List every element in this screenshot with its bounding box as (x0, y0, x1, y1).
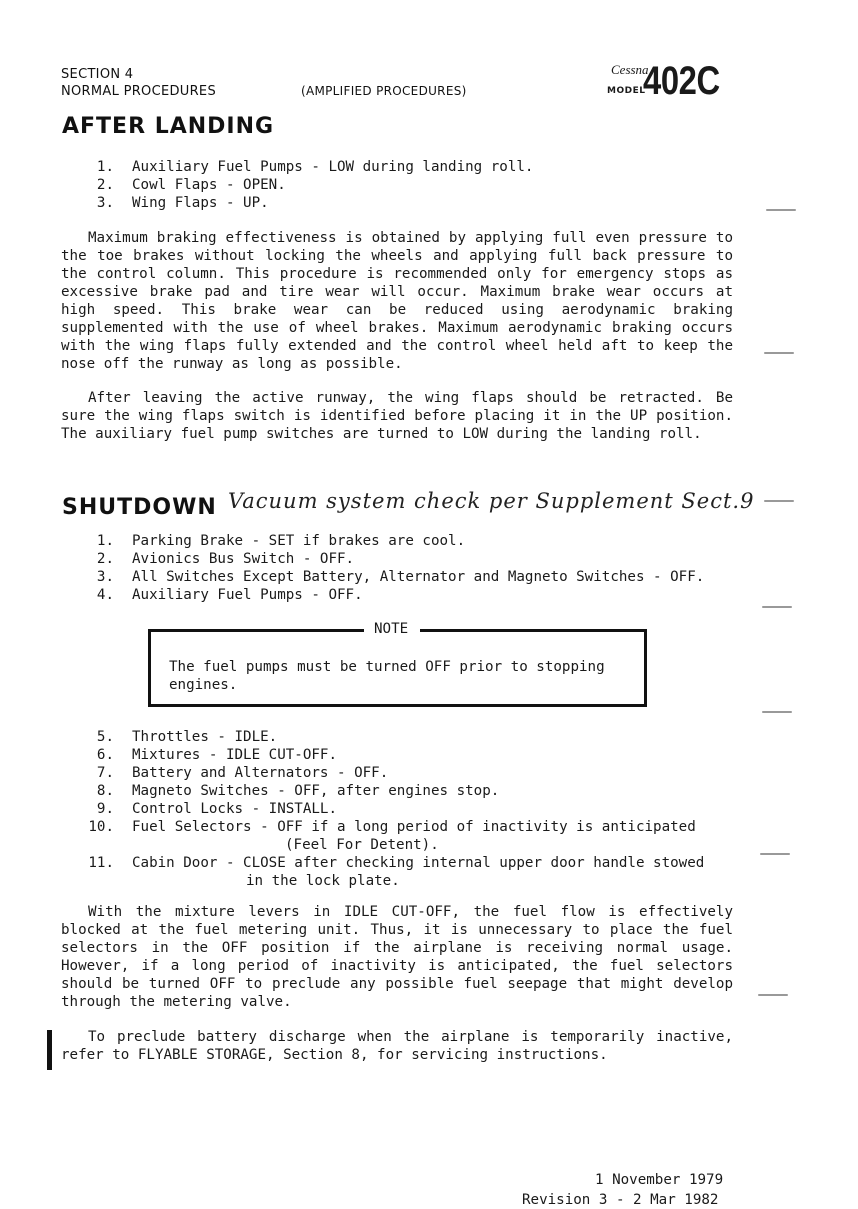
handwritten-note: Vacuum system check per Supplement Sect.9 (228, 489, 755, 513)
margin-mark (764, 352, 794, 354)
margin-mark (762, 711, 792, 713)
section-label: SECTION 4 (61, 67, 134, 82)
revision-change-bar (47, 1030, 52, 1070)
step-number: 7. (96, 765, 114, 781)
margin-mark (758, 994, 788, 996)
step-text: All Switches Except Battery, Alternator and Magneto Switches - OFF. (132, 569, 705, 585)
step-number: 2. (96, 177, 114, 193)
step-number: 1. (96, 533, 114, 549)
model-number: 402C (643, 59, 720, 103)
step-number: 8. (96, 783, 114, 799)
step-number: 4. (96, 587, 114, 603)
step-number: 3. (96, 569, 114, 585)
step-text: in the lock plate. (246, 873, 400, 889)
margin-mark (762, 606, 792, 608)
note-rule-left (148, 629, 364, 632)
shutdown-steps-b (86, 728, 756, 892)
note-label: NOTE (374, 621, 409, 637)
step-text: Avionics Bus Switch - OFF. (132, 551, 355, 567)
flaps-paragraph: After leaving the active runway, the wing flaps should be retracted. Be sure the wing flaps switch is identified before placing it in the UP position. The auxiliary fuel pump switches are turned to LOW during the landing roll. (61, 390, 733, 442)
note-text-line1: The fuel pumps must be turned OFF prior to stopping (169, 659, 605, 675)
step-text: Auxiliary Fuel Pumps - LOW during landing roll. (132, 159, 534, 175)
footer-date: 1 November 1979 (595, 1172, 724, 1188)
step-text: Cowl Flaps - OPEN. (132, 177, 286, 193)
step-number: 3. (96, 195, 114, 211)
shutdown-steps-a (86, 532, 756, 606)
step-text: Auxiliary Fuel Pumps - OFF. (132, 587, 363, 603)
step-number: 11. (88, 855, 114, 871)
step-text: Parking Brake - SET if brakes are cool. (132, 533, 466, 549)
note-text-line2: engines. (169, 677, 238, 693)
battery-paragraph: To preclude battery discharge when the airplane is temporarily inactive, refer to FLYABLE STORAGE, Section 8, for servicing instructions. (61, 1029, 733, 1063)
step-text: Mixtures - IDLE CUT-OFF. (132, 747, 337, 763)
braking-paragraph: Maximum braking effectiveness is obtained by applying full even pressure to the toe brakes without locking the wheels and applying full back pressure to the control column. This procedure is recommended only for emergency stops as excessive brake pad and tire wear will occur. Maximum brake wear occurs at high speed. This brake wear can be reduced using aerodynamic braking supplemented with the use of wheel brakes. Maximum aerodynamic braking occurs with the wing flaps fully extended and the control wheel held aft to keep the nose off the runway as long as possible. (61, 230, 733, 372)
footer-revision: Revision 3 - 2 Mar 1982 (522, 1192, 719, 1208)
step-number: 10. (88, 819, 114, 835)
step-text: Battery and Alternators - OFF. (132, 765, 389, 781)
step-text: (Feel For Detent). (285, 837, 439, 853)
margin-mark (764, 500, 794, 502)
step-number: 1. (96, 159, 114, 175)
chapter-label: NORMAL PROCEDURES (61, 84, 216, 99)
step-text: Fuel Selectors - OFF if a long period of inactivity is anticipated (132, 819, 696, 835)
after-landing-steps (86, 158, 746, 214)
step-text: Magneto Switches - OFF, after engines stop. (132, 783, 500, 799)
step-number: 5. (96, 729, 114, 745)
fuel-flow-paragraph: With the mixture levers in IDLE CUT-OFF, the fuel flow is effectively blocked at the fuel metering unit. Thus, it is unnecessary to place the fuel selectors in the OFF position if the airplane is receiving normal usage. However, if a long period of inactivity is anticipated, the fuel selectors should be turned OFF to preclude any possible fuel seepage that might develop through the metering valve. (61, 904, 733, 1010)
step-number: 9. (96, 801, 114, 817)
after-landing-heading: AFTER LANDING (62, 114, 275, 139)
model-logo (607, 59, 735, 103)
step-number: 6. (96, 747, 114, 763)
brand-name: Cessna (611, 62, 649, 77)
step-text: Throttles - IDLE. (132, 729, 278, 745)
note-rule-right (420, 629, 644, 632)
step-text: Control Locks - INSTALL. (132, 801, 337, 817)
step-number: 2. (96, 551, 114, 567)
step-text: Cabin Door - CLOSE after checking internal upper door handle stowed (132, 855, 705, 871)
margin-mark (766, 209, 796, 211)
shutdown-heading: SHUTDOWN (62, 495, 217, 520)
step-text: Wing Flaps - UP. (132, 195, 269, 211)
margin-mark (760, 853, 790, 855)
model-word: MODEL (607, 86, 646, 96)
subtitle-label: (AMPLIFIED PROCEDURES) (301, 84, 467, 98)
